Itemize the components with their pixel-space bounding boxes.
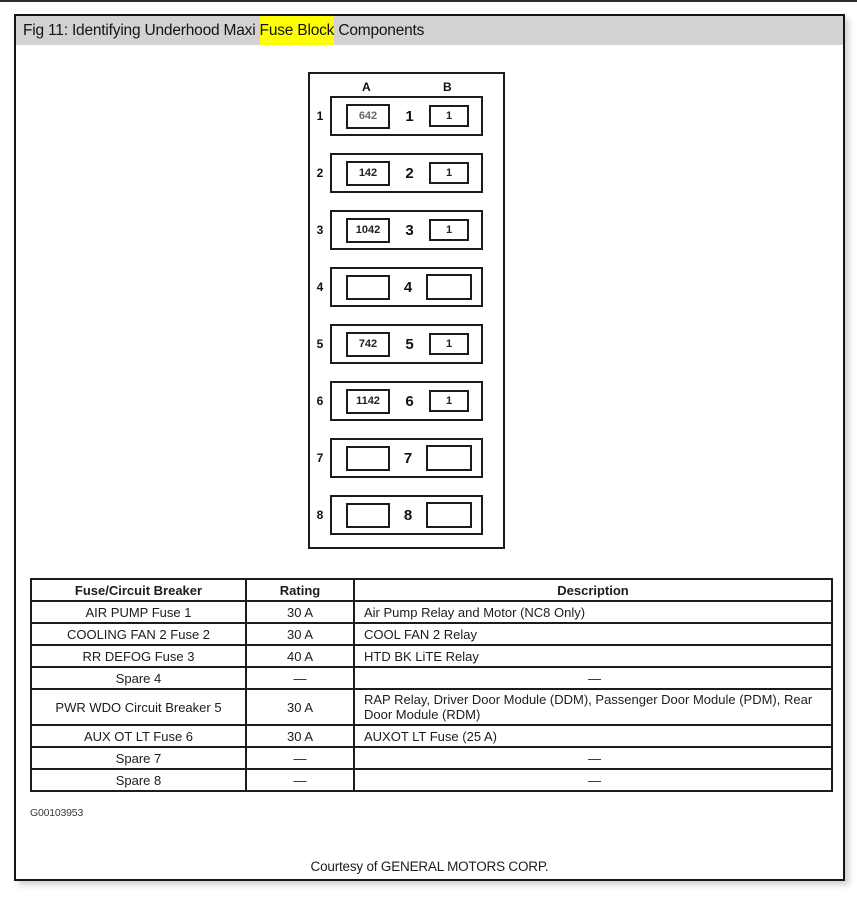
table-row xyxy=(31,725,832,747)
table-header-row xyxy=(31,579,832,601)
row-number: 8 xyxy=(316,508,324,522)
fuse-slot xyxy=(330,381,483,421)
fuse-cavity-a-label: 142 xyxy=(358,167,378,179)
table-row xyxy=(31,769,832,791)
diagram-row-4 xyxy=(310,267,503,307)
table-row xyxy=(31,747,832,769)
fuse-rating: — xyxy=(246,769,354,791)
figure-title-suffix: Components xyxy=(334,21,425,39)
fuse-cavity-a-label: 1042 xyxy=(355,224,381,236)
row-number: 4 xyxy=(316,280,324,294)
window-top-strip xyxy=(0,0,857,9)
scanned-figure-page xyxy=(14,14,845,881)
fuse-description-table xyxy=(30,578,833,792)
diagram-row-3 xyxy=(310,210,503,250)
fuse-description: Air Pump Relay and Motor (NC8 Only) xyxy=(354,601,832,623)
diagram-column-a-label: A xyxy=(362,80,371,94)
courtesy-note: Courtesy of GENERAL MOTORS CORP. xyxy=(310,859,549,874)
fuse-description: — xyxy=(354,667,832,689)
fuse-name: Spare 4 xyxy=(31,667,246,689)
fuse-cavity-b xyxy=(426,502,472,528)
fuse-name: Spare 8 xyxy=(31,769,246,791)
fuse-cavity-b xyxy=(429,162,469,184)
row-number: 6 xyxy=(316,394,324,408)
table-row xyxy=(31,645,832,667)
fuse-cavity-b-label: 1 xyxy=(445,167,453,179)
fuse-cavity-a-label: 742 xyxy=(358,338,378,350)
slot-number: 3 xyxy=(405,221,414,239)
diagram-row-6 xyxy=(310,381,503,421)
table-row xyxy=(31,623,832,645)
fuse-name: COOLING FAN 2 Fuse 2 xyxy=(31,623,246,645)
fuse-cavity-a xyxy=(346,446,390,471)
fuse-cavity-b xyxy=(426,445,472,471)
slot-number: 4 xyxy=(403,278,413,296)
diagram-column-b-label: B xyxy=(443,80,452,94)
fuse-name: AUX OT LT Fuse 6 xyxy=(31,725,246,747)
fuse-description: AUXOT LT Fuse (25 A) xyxy=(354,725,832,747)
fuse-cavity-a xyxy=(346,503,390,528)
fuse-cavity-a xyxy=(346,332,390,357)
row-number: 2 xyxy=(316,166,324,180)
diagram-row-7 xyxy=(310,438,503,478)
fuse-slot xyxy=(330,438,483,478)
fuse-rating: — xyxy=(246,667,354,689)
fuse-cavity-b-label: 1 xyxy=(445,110,453,122)
fuse-block-diagram xyxy=(308,72,505,549)
fuse-rating: 30 A xyxy=(246,689,354,725)
fuse-slot xyxy=(330,210,483,250)
header-fuse-circuit-breaker: Fuse/Circuit Breaker xyxy=(31,579,246,601)
fuse-cavity-a xyxy=(346,389,390,414)
fuse-rating: 30 A xyxy=(246,601,354,623)
slot-number: 6 xyxy=(405,392,414,410)
row-number: 3 xyxy=(316,223,324,237)
fuse-cavity-b xyxy=(429,219,469,241)
fuse-description: — xyxy=(354,769,832,791)
fuse-cavity-b xyxy=(429,390,469,412)
fuse-slot xyxy=(330,324,483,364)
fuse-rating: — xyxy=(246,747,354,769)
table-row xyxy=(31,667,832,689)
row-number: 5 xyxy=(316,337,324,351)
fuse-cavity-a xyxy=(346,218,390,243)
header-description: Description xyxy=(354,579,832,601)
figure-title-bar xyxy=(16,16,843,45)
diagram-row-1 xyxy=(310,96,503,136)
fuse-cavity-a xyxy=(346,275,390,300)
fuse-name: RR DEFOG Fuse 3 xyxy=(31,645,246,667)
slot-number: 8 xyxy=(403,506,413,524)
fuse-cavity-a-label: 1142 xyxy=(356,395,380,407)
fuse-rating: 30 A xyxy=(246,725,354,747)
fuse-cavity-a xyxy=(346,161,390,186)
fuse-slot xyxy=(330,267,483,307)
row-number: 7 xyxy=(316,451,324,465)
fuse-cavity-b-label: 1 xyxy=(445,224,453,236)
table-row xyxy=(31,601,832,623)
fuse-cavity-a-label: 642 xyxy=(358,110,378,122)
slot-number: 2 xyxy=(405,164,414,182)
fuse-name: PWR WDO Circuit Breaker 5 xyxy=(31,689,246,725)
slot-number: 5 xyxy=(405,335,414,353)
diagram-row-5 xyxy=(310,324,503,364)
diagram-row-2 xyxy=(310,153,503,193)
slot-number: 7 xyxy=(403,449,413,467)
figure-title-prefix: Fig 11: Identifying Underhood Maxi xyxy=(23,21,260,39)
fuse-slot xyxy=(330,153,483,193)
fuse-description: HTD BK LiTE Relay xyxy=(354,645,832,667)
table-row xyxy=(31,689,832,725)
figure-id: G00103953 xyxy=(30,807,84,819)
fuse-cavity-b xyxy=(429,333,469,355)
fuse-description: — xyxy=(354,747,832,769)
fuse-slot xyxy=(330,495,483,535)
figure-title-highlight: Fuse Block xyxy=(260,16,335,45)
fuse-cavity-a xyxy=(346,104,390,129)
diagram-rows xyxy=(310,96,503,535)
fuse-cavity-b-label: 1 xyxy=(445,338,453,350)
fuse-cavity-b-label: 1 xyxy=(445,395,453,407)
fuse-description: RAP Relay, Driver Door Module (DDM), Passenger Door Module (PDM), Rear Door Module (RDM) xyxy=(354,689,832,725)
fuse-rating: 30 A xyxy=(246,623,354,645)
fuse-cavity-b xyxy=(426,274,472,300)
fuse-name: Spare 7 xyxy=(31,747,246,769)
fuse-rating: 40 A xyxy=(246,645,354,667)
fuse-description: COOL FAN 2 Relay xyxy=(354,623,832,645)
header-rating: Rating xyxy=(246,579,354,601)
row-number: 1 xyxy=(316,109,324,123)
fuse-cavity-b xyxy=(429,105,469,127)
fuse-name: AIR PUMP Fuse 1 xyxy=(31,601,246,623)
diagram-row-8 xyxy=(310,495,503,535)
slot-number: 1 xyxy=(405,107,414,125)
fuse-slot xyxy=(330,96,483,136)
